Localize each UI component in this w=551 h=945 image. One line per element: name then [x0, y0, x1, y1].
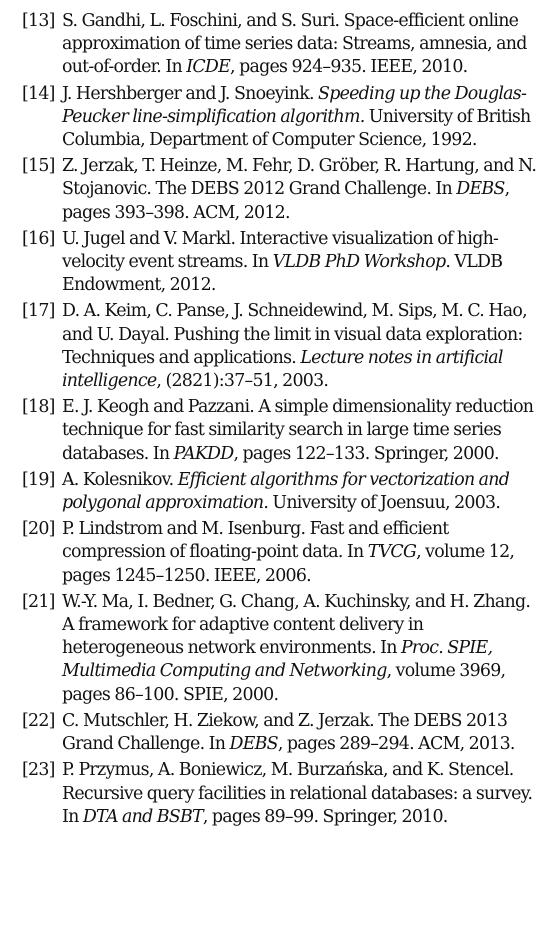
reference-number: [16]: [22, 228, 55, 249]
reference-item: [22, 518, 543, 588]
reference-text-segment: , volume 12, pages 1245–1250. IEEE, 2006.: [62, 542, 515, 586]
reference-text-segment: , pages 89–99. Springer, 2010.: [202, 806, 448, 827]
reference-venue-italic: Lecture notes in artificial intelligence: [62, 347, 503, 392]
reference-number: [23]: [22, 760, 55, 781]
reference-number: [21]: [22, 591, 55, 612]
reference-item: [22, 710, 543, 756]
reference-venue-italic: DTA and BSBT: [82, 806, 203, 827]
reference-text-segment: , pages 289–294. ACM, 2013.: [277, 734, 515, 755]
reference-text-segment: University of British Columbia, Department of Computer Science, 1992.: [62, 106, 531, 151]
reference-text-segment: D. A. Keim, C. Panse, J. Schneidewind, M. Sips, M. C. Hao, and U. Dayal. Pushing the limit in visual data exploration: Techniques and applications.: [62, 301, 527, 368]
reference-item: [22, 300, 543, 393]
reference-text-segment: P. Lindstrom and M. Isenburg. Fast and efficient compression of floating-point data. In: [62, 519, 449, 563]
reference-text: [62, 469, 543, 515]
reference-item: [22, 83, 543, 153]
reference-number: [19]: [22, 469, 55, 490]
reference-number: [14]: [22, 83, 55, 104]
reference-venue-italic: DEBS: [456, 179, 505, 200]
reference-text-segment: , pages 122–133. Springer, 2000.: [233, 443, 499, 464]
reference-text: [62, 591, 543, 707]
reference-text-segment: , (2821):37–51, 2003.: [156, 371, 329, 392]
reference-venue-italic: ICDE: [186, 57, 231, 78]
reference-venue-italic: DEBS: [229, 734, 278, 755]
reference-text-segment: E. J. Keogh and Pazzani. A simple dimensionality reduction technique for fast similarity search in large time series databases. In: [62, 397, 534, 464]
reference-text-segment: A. Kolesnikov.: [62, 469, 178, 490]
reference-venue-italic: VLDB PhD Workshop: [272, 252, 446, 273]
reference-number: [20]: [22, 519, 55, 540]
reference-text-segment: W.-Y. Ma, I. Bedner, G. Chang, A. Kuchinsky, and H. Zhang. A framework for adaptive content delivery in heterogeneous network environments. In: [62, 591, 531, 659]
reference-text-segment: C. Mutschler, H. Ziekow, and Z. Jerzak. The DEBS 2013 Grand Challenge. In: [62, 710, 508, 755]
reference-item: [22, 591, 543, 707]
reference-number: [18]: [22, 397, 55, 418]
reference-text: [62, 518, 543, 588]
reference-text-segment: J. Hershberger and J. Snoeyink.: [62, 83, 319, 104]
cropped-next-reference-fragment: [22, 939, 162, 945]
reference-text: [62, 155, 543, 225]
reference-venue-italic: Speeding up the Douglas-Peucker line-simplification algorithm.: [62, 83, 527, 127]
reference-text: [62, 10, 543, 80]
reference-item: [22, 228, 543, 298]
reference-text: [62, 759, 543, 829]
reference-text-segment: P. Przymus, A. Boniewicz, M. Burzańska, and K. Stencel. Recursive query facilities in relational databases: a survey. In: [62, 760, 533, 827]
reference-text-segment: , volume 3969, pages 86–100. SPIE, 2000.: [62, 661, 506, 705]
reference-item: [22, 10, 543, 80]
reference-text-segment: , pages 924–935. IEEE, 2010.: [230, 57, 468, 78]
reference-item: [22, 155, 543, 225]
reference-text-segment: U. Jugel and V. Markl. Interactive visualization of high-velocity event streams. In: [62, 228, 499, 273]
reference-venue-italic: PAKDD: [173, 443, 234, 464]
reference-venue-italic: Efficient algorithms for vectorization and polygonal approximation.: [62, 469, 510, 514]
reference-text: [62, 710, 543, 756]
reference-item: [22, 396, 543, 466]
reference-text-segment: Z. Jerzak, T. Heinze, M. Fehr, D. Gröber, R. Hartung, and N. Stojanovic. The DEBS 2012 Grand Challenge. In: [62, 156, 537, 200]
reference-number: [13]: [22, 11, 55, 31]
reference-number: [15]: [22, 156, 55, 177]
reference-text-segment: , pages 393–398. ACM, 2012.: [62, 179, 510, 223]
reference-text-segment: University of Joensuu, 2003.: [268, 493, 501, 514]
reference-venue-italic: TVCG: [367, 542, 417, 563]
reference-item: [22, 469, 543, 515]
reference-number: [22]: [22, 710, 55, 731]
reference-number: [17]: [22, 301, 55, 322]
reference-item: [22, 759, 543, 829]
reference-text: [62, 396, 543, 466]
reference-text: [62, 83, 543, 153]
reference-text: [62, 300, 543, 393]
reference-venue-italic: Proc. SPIE, Multimedia Computing and Networking: [62, 638, 493, 682]
reference-text: [62, 228, 543, 298]
reference-text-segment: S. Gandhi, L. Foschini, and S. Suri. Space-efficient online approximation of time series data: Streams, amnesia, and out-of-order. In: [62, 11, 527, 78]
reference-text-segment: . VLDB Endowment, 2012.: [62, 252, 503, 296]
